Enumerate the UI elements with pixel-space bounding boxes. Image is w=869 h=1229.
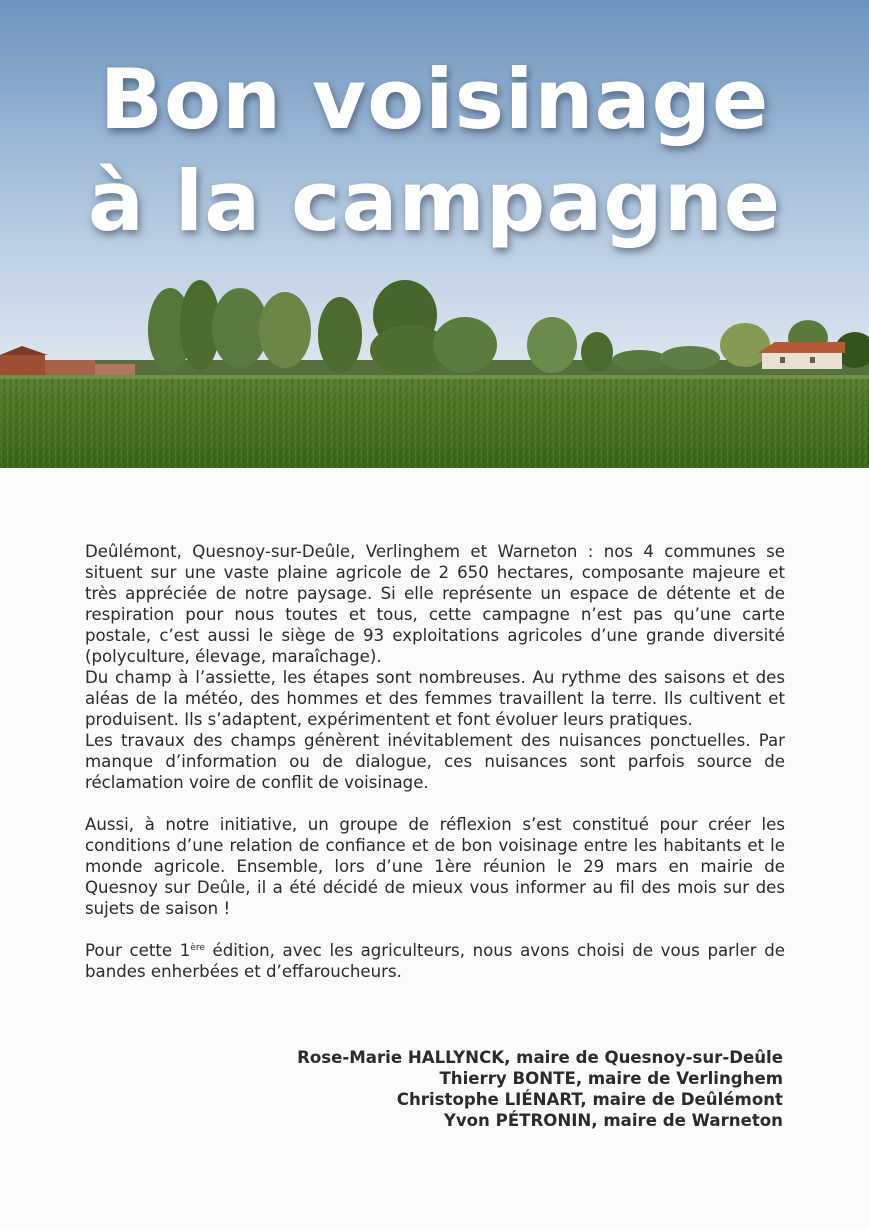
signature-line: Yvon PÉTRONIN, maire de Warneton [443, 1111, 783, 1130]
signature-line: Rose-Marie HALLYNCK, maire de Quesnoy-sur-Deûle [297, 1048, 783, 1067]
spacer [85, 919, 785, 940]
paragraph-farm: Du champ à l’assiette, les étapes sont nombreuses. Au rythme des saisons et des aléas de la météo, des hommes et des femmes travaillent la terre. Ils cultivent et produisent. Ils s’adaptent, expérimentent et font évoluer leurs pratiques. [85, 668, 785, 729]
paragraph-nuisances: Les travaux des champs génèrent inévitablement des nuisances ponctuelles. Par manque d’information ou de dialogue, ces nuisances sont parfois source de réclamation voire de conflit de voisinage. [85, 731, 785, 792]
right-farmhouse [758, 342, 845, 369]
signature-block [297, 1047, 783, 1131]
edition-text-end: édition, avec les agriculteurs, nous avons choisi de vous parler de bandes enherbées et d’effaroucheurs. [85, 941, 785, 981]
page-title-line-2: à la campagne [87, 153, 782, 250]
hero-banner [0, 0, 869, 468]
paragraph-intro: Deûlémont, Quesnoy-sur-Deûle, Verlinghem et Warneton : nos 4 communes se situent sur une vaste plaine agricole de 2 650 hectares, composante majeure et très appréciée de notre paysage. Si elle représente un espace de détente et de respiration pour nous toutes et tous, cette campagne n’est pas qu’une carte postale, c’est aussi le siège de 93 exploitations agricoles d’une grande diversité (polyculture, élevage, maraîchage). [85, 542, 785, 666]
edition-text-start: Pour cette 1 [85, 941, 191, 960]
article-body [85, 541, 785, 982]
spacer [85, 793, 785, 814]
paragraph-initiative: Aussi, à notre initiative, un groupe de réflexion s’est constitué pour créer les conditions d’une relation de confiance et de bon voisinage entre les habitants et le monde agricole. Ensemble, lors d’une 1ère réunion le 29 mars en mairie de Quesnoy sur Deûle, il a été décidé de mieux vous informer au fil des mois sur des sujets de saison ! [85, 815, 785, 918]
edition-superscript: ère [190, 943, 205, 953]
paragraph-edition [85, 940, 785, 982]
signature-line: Thierry BONTE, maire de Verlinghem [439, 1069, 783, 1088]
signature-line: Christophe LIÉNART, maire de Deûlémont [396, 1090, 783, 1109]
page-title-line-1: Bon voisinage [99, 51, 770, 148]
